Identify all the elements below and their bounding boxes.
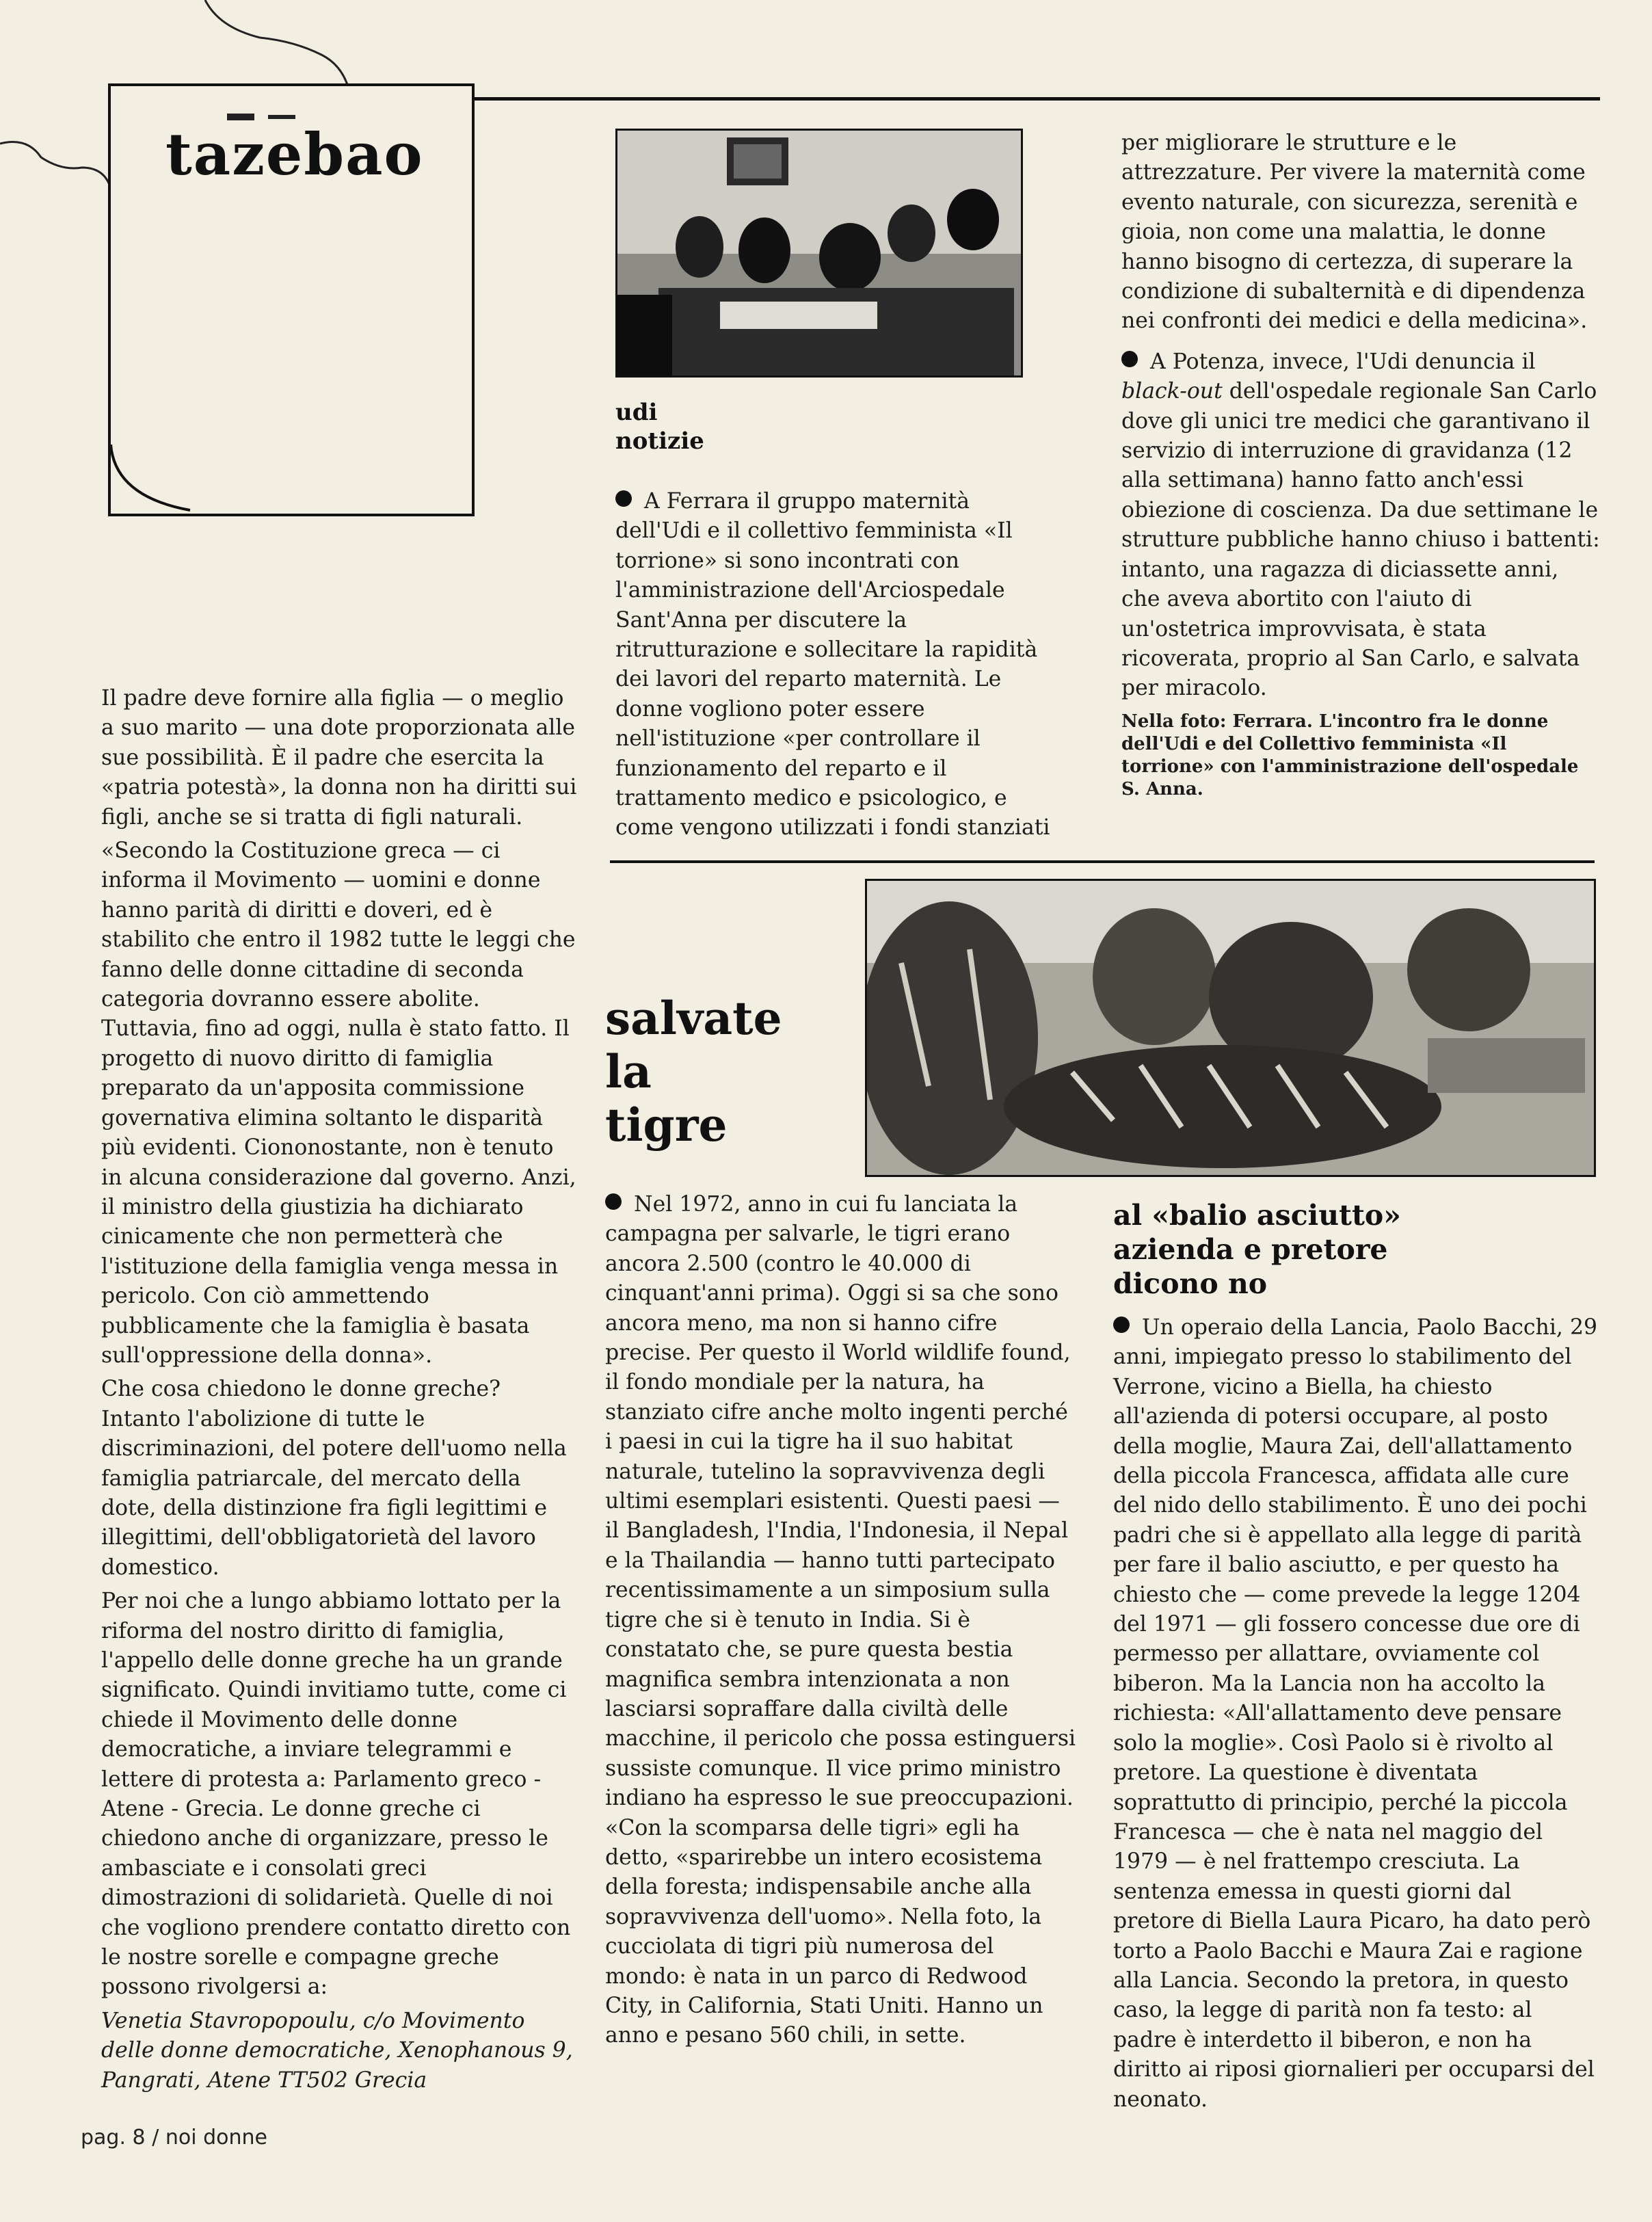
balio-body (1113, 1313, 1599, 2115)
section-rule (610, 860, 1595, 863)
tigre-heading-line1: salvate (605, 992, 782, 1045)
ferrara-continued: per migliorare le strutture e le attrezzature. Per vivere la maternità come evento naturale, con sicurezza, serenità e gioia, non come una malattia, le donne hanno bisogno di certezza, di superare la condizione di subalternità e di dipendenza nei confronti dei medici e della medicina». (1121, 131, 1588, 334)
left-para-2: «Secondo la Costituzione greca — ci informa il Movimento — uomini e donne hanno parità di diritti e doveri, ed è stabilito che entro il 1982 tutte le leggi che fanno delle donne cittadine di seconda categoria dovranno essere abolite. Tuttavia, fino ad oggi, nulla è stato fatto. Il progetto di nuovo diritto di famiglia preparato da un'apposita commissione governativa elimina soltanto le disparità più evidenti. Ciononostante, non è tenuto in alcuna considerazione dal governo. Anzi, il ministro della giustizia ha dichiarato cinicamente che non permetterà che l'istituzione della famiglia venga messa in pericolo. Con ciò ammettendo pubblicamente che la famiglia è basata sull'oppressione della donna». (101, 838, 576, 1368)
meeting-photo-image (617, 131, 1021, 375)
left-para-3: Che cosa chiedono le donne greche? Intanto l'abolizione di tutte le discriminazioni, del potere dell'uomo nella famiglia patriarcale, del mercato della dote, della distinzione fra figli legittimi e illegittimi, dell'obbligatorietà del lavoro domestico. (101, 1377, 567, 1580)
udi-photo (615, 129, 1023, 378)
bullet-icon (1113, 1317, 1130, 1333)
bullet-icon (605, 1193, 622, 1210)
tazebao-box (108, 83, 475, 516)
udi-right-column (1121, 129, 1600, 801)
left-column (101, 684, 580, 2100)
bullet-icon (1121, 351, 1138, 367)
balio-paragraph: Un operaio della Lancia, Paolo Bacchi, 29 anni, impiegato presso lo stabilimento del Verrone, vicino a Biella, ha chiesto all'azienda di potersi occupare, al posto della moglie, Maura Zai, dell'allattamento della piccola Francesca, affidata alle cure del nido dello stabilimento. È uno dei pochi padri che si è appellato alla legge di parità per fare il balio asciutto, e per questo ha chiesto che — come prevede la legge 1204 del 1971 — gli fossero concesse due ore di permesso per allattare, ovviamente col biberon. Ma la Lancia non ha accolto la richiesta: «All'allattamento deve pensare solo la moglie». Così Paolo si è rivolto al pretore. La questione è diventata soprattutto di principio, perché la piccola Francesca — che è nata nel maggio del 1979 — è nel frattempo cresciuta. La sentenza emessa in questi giorni dal pretore di Biella Laura Picaro, ha dato però torto a Paolo Bacchi e Maura Zai e ragione alla Lancia. Secondo la pretora, in questo caso, la legge di parità non fa testo: al padre è interdetto il biberon, e non ha diritto ai riposi giornalieri per occuparsi del neonato. (1113, 1315, 1598, 2112)
bullet-icon (615, 490, 632, 507)
udi-ferrara-text (615, 487, 1053, 843)
page-curl-icon (108, 442, 204, 517)
potenza-paragraph (1121, 347, 1600, 704)
tigre-paragraph: Nel 1972, anno in cui fu lanciata la campagna per salvarle, le tigri erano ancora 2.500 (contro le 40.000 di cinquant'anni prima). Oggi si sa che sono ancora meno, ma non si hanno cifre precise. Per questo il World wildlife found, il fondo mondiale per la natura, ha stanziato cifre anche molto ingenti perché i paesi in cui la tigre ha il suo habitat naturale, tutelino la sopravvivenza degli ultimi esemplari esistenti. Questi paesi — il Bangladesh, l'India, l'Indonesia, il Nepal e la Thailandia — hanno tutti partecipato recentissimamente a un simposium sulla tigre che si è tenuto in India. Si è constatato che, se pure questa bestia magnifica sembra intenzionata a non lasciarsi sopraffare dalla civiltà delle macchine, il pericolo che possa estinguersi sussiste comunque. Il vice primo ministro indiano ha espresso le sue preoccupazioni. «Con la scomparsa delle tigri» egli ha detto, «sparirebbe un intero ecosistema della foresta; indispensabile anche alla sopravvivenza dell'uomo». Nella foto, la cucciolata di tigri più numerosa del mondo: è nata in un parco di Redwood City, in California, Stati Uniti. Hanno un anno e pesano 560 chili, in sette. (605, 1192, 1076, 2048)
tiger-cubs-image (867, 881, 1594, 1175)
address-line: Venetia Stavropopoulu, c/o Movimento delle donne democratiche, Xenophanous 9, Pangrati, Atene TT502 Grecia (101, 2008, 573, 2093)
potenza-text-2: dell'ospedale regionale San Carlo dove gli unici tre medici che garantivano il servizio di interruzione di gravidanza (12 alla settimana) hanno fatto anch'essi obiezione di coscienza. Da due settimane le strutture pubbliche hanno chiuso i battenti: intanto, una ragazza di diciassette anni, che aveva abortito con l'aiuto di un'ostetrica improvvisata, è stata ricoverata, proprio al San Carlo, e salvata per miracolo. (1121, 379, 1600, 701)
masthead-title: tazebao (165, 120, 424, 188)
left-para-1: Il padre deve fornire alla figlia — o meglio a suo marito — una dote proporzionata alle sue possibilità. È il padre che esercita la «patria potestà», la donna non ha diritti sui figli, anche se si tratta di figli naturali. (101, 686, 577, 830)
potenza-italic: black-out (1121, 379, 1223, 404)
tiger-photo (865, 879, 1596, 1177)
udi-heading (615, 398, 704, 455)
udi-photo-caption: Nella foto: Ferrara. L'incontro fra le donne dell'Udi e del Collettivo femminista «Il torrione» con l'amministrazione dell'ospedale S. Anna. (1121, 711, 1579, 799)
tigre-heading (605, 992, 782, 1152)
show-through (123, 527, 465, 663)
page-number: pag. 8 (81, 2126, 146, 2150)
udi-heading-line2: notizie (615, 427, 704, 455)
udi-heading-line1: udi (615, 399, 658, 426)
left-para-4: Per noi che a lungo abbiamo lottato per la riforma del nostro diritto di famiglia, l'appello delle donne greche ha un grande significato. Quindi invitiamo tutte, come ci chiede il Movimento delle donne democratiche, a inviare telegrammi e lettere di protesta a: Parlamento greco - Atene - Grecia. Le donne greche ci chiedono anche di organizzare, presso le ambasciate e i consolati greci dimostrazioni di solidarietà. Quelle di noi che vogliono prendere contatto diretto con le nostre sorelle e compagne greche possono rivolgersi a: (101, 1589, 571, 2000)
magazine-name: noi donne (165, 2126, 267, 2150)
ferrara-paragraph: A Ferrara il gruppo maternità dell'Udi e il collettivo femminista «Il torrione» si sono incontrati con l'amministrazione dell'Arciospedale Sant'Anna per discutere la ritrutturazione e sollecitare la rapidità dei lavori del reparto maternità. Le donne vogliono poter essere nell'istituzione «per controllare il funzionamento del reparto e il trattamento medico e psicologico, e come vengono utilizzati i fondi stanziati (615, 489, 1050, 841)
balio-heading: al «balio asciutto» azienda e pretore dicono no (1113, 1199, 1401, 1300)
tigre-heading-line3: tigre (605, 1098, 728, 1152)
tigre-heading-line2: la (605, 1045, 652, 1098)
potenza-text-1: A Potenza, invece, l'Udi denuncia il (1150, 349, 1536, 374)
page-footer (81, 2126, 267, 2150)
footer-separator: / (152, 2126, 159, 2150)
top-rule (349, 97, 1600, 101)
tigre-body (605, 1190, 1077, 2051)
